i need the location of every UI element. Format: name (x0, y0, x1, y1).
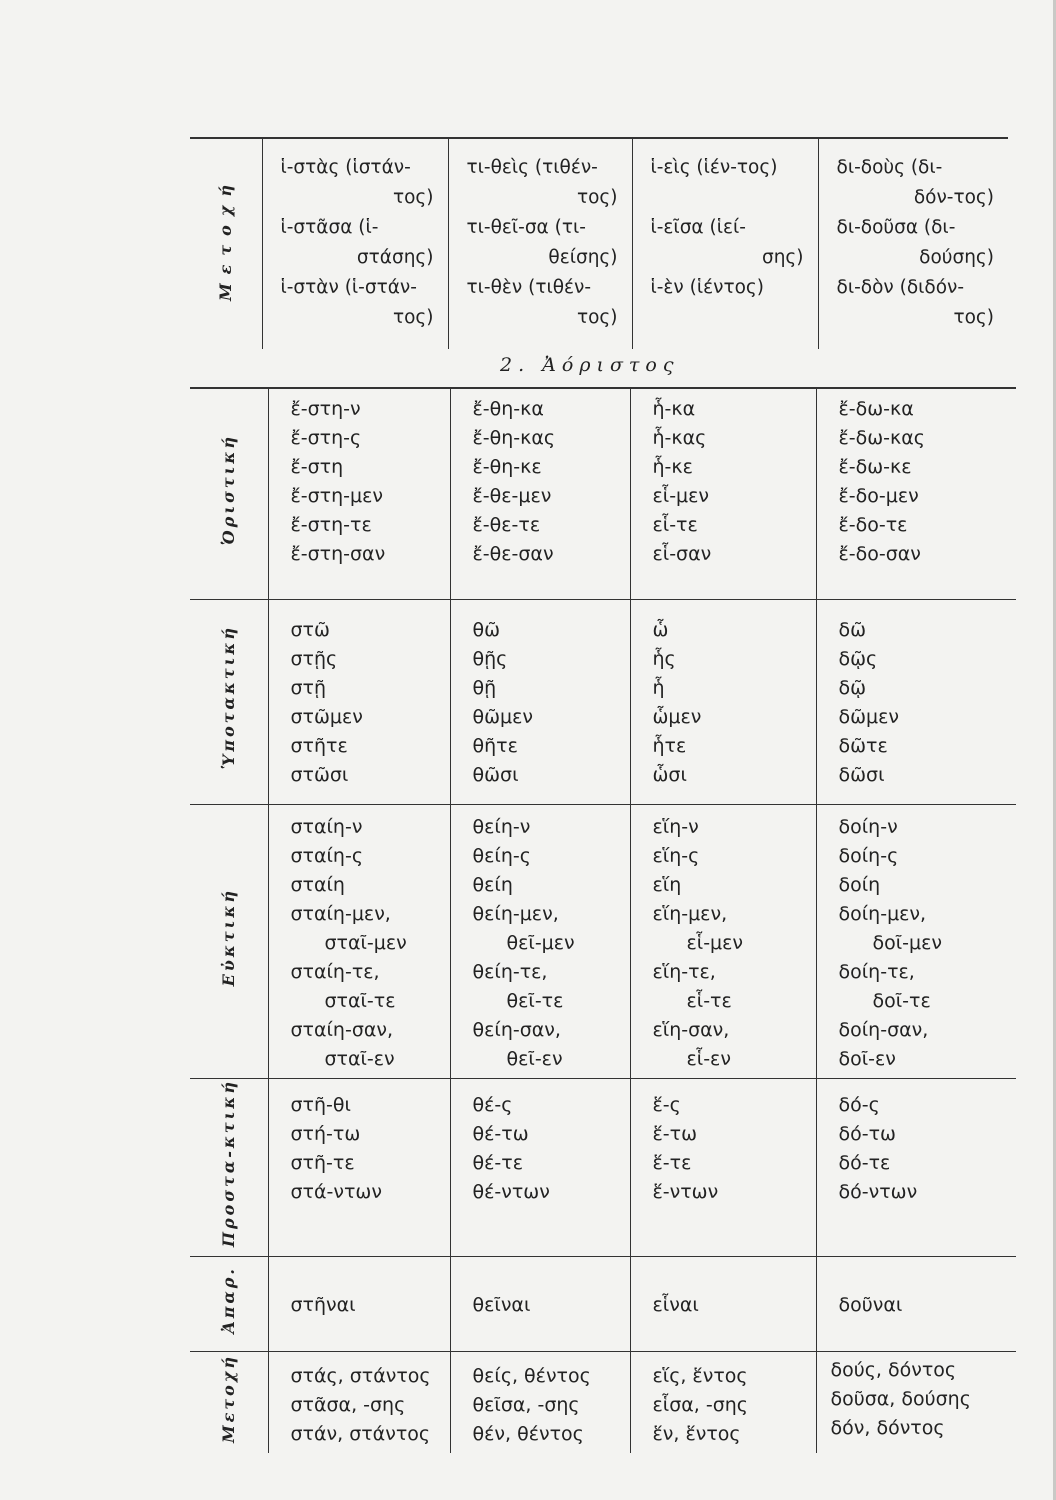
form-line: εἷ-μεν (652, 485, 710, 507)
aorist-participle-cell-didomi (816, 1352, 1016, 1454)
form-line: τος) (576, 187, 618, 208)
subjunctive-cell-didomi (816, 600, 1016, 805)
imperative-cell-didomi (816, 1079, 1016, 1257)
row-label-cell (190, 805, 268, 1079)
form-line: στῆ-θι (290, 1094, 351, 1116)
participle-label: Μετοχή (215, 176, 235, 302)
form-line: θεῖ-τε (506, 990, 564, 1012)
form-line: δοῦσα, δούσης (830, 1388, 971, 1411)
form-line: ὧ (652, 619, 669, 641)
indicative-label: Ὁριστική (219, 433, 239, 546)
form-line: σταίη-τε, (290, 961, 380, 983)
form-line: θείσης) (548, 247, 618, 268)
form-line: εἵη-μεν, (652, 903, 728, 925)
row-label-cell (190, 388, 268, 600)
form-line: δούσης) (919, 247, 994, 268)
form-line: σης) (761, 247, 804, 268)
form-line: δοίη-μεν, (838, 903, 927, 925)
form-line: σταῖ-μεν (324, 932, 407, 954)
subjunctive-cell-hiemi (630, 600, 816, 805)
form-line: ἔ-στη-ν (290, 398, 361, 420)
form-line: θεῖσα, -σης (472, 1394, 580, 1417)
form-line: ἔ-στη-τε (290, 514, 372, 536)
form-line: στῆναι (290, 1293, 356, 1316)
form-line: θῇ (472, 677, 497, 699)
form-line: εἵη-τε, (652, 961, 716, 983)
form-line: εἵη (652, 874, 682, 896)
form-line: σταῖ-εν (324, 1048, 395, 1070)
form-line: ἧς (652, 648, 676, 670)
form-line: δό-ς (838, 1094, 880, 1116)
form-line: εἷσα, -σης (652, 1394, 748, 1417)
form-line: σταίη-ν (290, 816, 363, 838)
row-label-cell (190, 1352, 268, 1454)
form-line: ἔ-θε-τε (472, 514, 541, 536)
aorist-participle-label: Μετοχή (219, 1353, 239, 1443)
optative-cell-hiemi (630, 805, 816, 1079)
aorist-participle-cell-tithemi (450, 1352, 630, 1454)
form-line: ἕ-τω (652, 1123, 697, 1145)
aorist-participle-cell-hiemi (630, 1352, 816, 1454)
row-label-cell (190, 1257, 268, 1352)
form-line: ἔ-στη-μεν (290, 485, 383, 507)
imperative-cell-tithemi (450, 1079, 630, 1257)
form-line: στῶ (290, 619, 330, 641)
form-line: ἔ-δο-σαν (838, 543, 921, 565)
form-line: θείη (472, 874, 513, 896)
imperative-cell-histemi (268, 1079, 450, 1257)
infinitive-cell-histemi (268, 1257, 450, 1352)
form-line: θεῖ-μεν (506, 932, 575, 954)
form-line: ἧτε (652, 735, 687, 757)
infinitive-cell-hiemi (630, 1257, 816, 1352)
form-line: δοῖ-τε (872, 990, 931, 1012)
form-line: σταῖ-τε (324, 990, 396, 1012)
form-line: ἔ-στη-ς (290, 427, 362, 449)
form-line: ἔ-θε-μεν (472, 485, 552, 507)
form-line: ἱ-στὰν (ἱ-στάν- (280, 277, 417, 298)
form-line: θέ-ς (472, 1094, 513, 1116)
form-line: ἕ-ντων (652, 1181, 719, 1203)
form-line: θῆτε (472, 735, 518, 757)
form-line: τος) (576, 307, 618, 328)
form-line: ἧ (652, 677, 665, 699)
form-line: ἔ-στη (290, 456, 344, 478)
optative-cell-histemi (268, 805, 450, 1079)
indicative-cell-hiemi (630, 388, 816, 600)
form-line: ἔ-δο-μεν (838, 485, 919, 507)
form-line: δοίη-τε, (838, 961, 915, 983)
participle-table (190, 137, 1008, 349)
form-line: θείη-σαν, (472, 1019, 561, 1041)
form-line: εἷ-τε (652, 514, 698, 536)
form-line: δό-τω (838, 1123, 896, 1145)
form-line: σταίη-μεν, (290, 903, 391, 925)
form-line: ἔ-δω-κε (838, 456, 912, 478)
form-line: στῶσι (290, 764, 349, 786)
indicative-row (190, 388, 1016, 600)
form-line: ὧσι (652, 764, 687, 786)
optative-row (190, 805, 1016, 1079)
form-line: τος) (392, 307, 434, 328)
form-line: ἕ-τε (652, 1152, 692, 1174)
form-line: θείη-ν (472, 816, 531, 838)
form-line: δοῖ-μεν (872, 932, 943, 954)
form-line: τος) (392, 187, 434, 208)
form-line: ἔ-θη-κε (472, 456, 542, 478)
form-line: στῆτε (290, 735, 348, 757)
form-line: θῇς (472, 648, 508, 670)
infinitive-label: Ἀπαρ. (219, 1265, 239, 1334)
form-line: ἔ-δω-κας (838, 427, 925, 449)
form-line: θείη-ς (472, 845, 531, 867)
optative-label: Εὐκτική (219, 887, 239, 987)
aorist-table (190, 387, 1016, 1453)
imperative-row (190, 1079, 1016, 1257)
form-line: θέ-τω (472, 1123, 529, 1145)
form-line: ἱ-ὲν (ἱέντος) (650, 277, 764, 298)
form-line: δό-τε (838, 1152, 891, 1174)
form-line: τι-θὲν (τιθέν- (466, 277, 592, 298)
form-line: δῶσι (838, 764, 885, 786)
infinitive-cell-didomi (816, 1257, 1016, 1352)
form-line: εἵη-σαν, (652, 1019, 730, 1041)
form-line: θῶσι (472, 764, 519, 786)
form-line: θέ-ντων (472, 1181, 550, 1203)
form-line: δῶτε (838, 735, 888, 757)
form-line: εἷναι (652, 1293, 699, 1316)
form-line: στᾶσα, -σης (290, 1394, 406, 1417)
form-line: θεῖ-εν (506, 1048, 563, 1070)
participle-cell-tithemi (448, 138, 632, 349)
form-line: θεῖναι (472, 1293, 531, 1316)
form-line: δῷς (838, 648, 878, 670)
participle-row (190, 138, 1008, 349)
form-line (651, 183, 814, 213)
form-line: δοίη-ς (838, 845, 899, 867)
imperative-label: Προστα-κτική (219, 1079, 239, 1248)
participle-cell-didomi (818, 138, 1008, 349)
form-line: θείη-μεν, (472, 903, 559, 925)
form-line: δόν-τος) (913, 187, 994, 208)
form-line: δό-ντων (838, 1181, 918, 1203)
form-line: δῶμεν (838, 706, 900, 728)
form-line: ἧ-κε (652, 456, 693, 478)
form-line: θῶ (472, 619, 501, 641)
form-line: θείς, θέντος (472, 1365, 591, 1388)
indicative-cell-histemi (268, 388, 450, 600)
form-line: εἵη-ν (652, 816, 699, 838)
form-line: ὧμεν (652, 706, 702, 728)
form-line: ἱ-εῖσα (ἱεί- (650, 217, 746, 238)
imperative-cell-hiemi (630, 1079, 816, 1257)
form-line: δόν, δόντος (830, 1417, 945, 1440)
indicative-cell-didomi (816, 388, 1016, 600)
form-line: τι-θεὶς (τιθέν- (466, 157, 598, 178)
section-heading: 2. Ἀόριστος (500, 354, 680, 376)
form-line: ἔ-δω-κα (838, 398, 914, 420)
form-line: ἱ-εὶς (ἱέν-τος) (650, 157, 778, 178)
form-line: δοίη-ν (838, 816, 898, 838)
form-line: σταίη (290, 874, 345, 896)
form-line: εἷ-εν (686, 1048, 731, 1070)
form-line: δοῦναι (838, 1293, 903, 1316)
form-line: στῶμεν (290, 706, 363, 728)
form-line: ἧ-κα (652, 398, 696, 420)
form-line: εἷ-τε (686, 990, 732, 1012)
form-line: δοῖ-εν (838, 1048, 896, 1070)
form-line: ἱ-στὰς (ἱστάν- (280, 157, 411, 178)
form-line: θῶμεν (472, 706, 534, 728)
indicative-cell-tithemi (450, 388, 630, 600)
form-line: δῶ (838, 619, 867, 641)
form-line: δούς, δόντος (830, 1359, 957, 1382)
form-line: ἧ-κας (652, 427, 707, 449)
optative-cell-didomi (816, 805, 1016, 1079)
form-line: σταίη-σαν, (290, 1019, 394, 1041)
form-line: στάσης) (356, 247, 434, 268)
subjunctive-label: Ὑποτακτική (219, 625, 239, 770)
form-line: στάν, στάντος (290, 1423, 431, 1446)
form-line: στή-τω (290, 1123, 361, 1145)
form-line: εἵς, ἕντος (652, 1365, 748, 1388)
form-line: εἵη-ς (652, 845, 700, 867)
row-label-cell (190, 600, 268, 805)
form-line: ἔ-στη-σαν (290, 543, 386, 565)
participle-cell-hiemi (632, 138, 818, 349)
subjunctive-cell-tithemi (450, 600, 630, 805)
form-line: ἱ-στᾶσα (ἱ- (280, 217, 379, 238)
form-line: δοίη (838, 874, 881, 896)
form-line: δοίη-σαν, (838, 1019, 929, 1041)
optative-cell-tithemi (450, 805, 630, 1079)
form-line: στάς, στάντος (290, 1365, 431, 1388)
row-label-cell (190, 138, 262, 349)
form-line: ἕ-ς (652, 1094, 681, 1116)
form-line: στῆ-τε (290, 1152, 355, 1174)
subjunctive-cell-histemi (268, 600, 450, 805)
form-line: στά-ντων (290, 1181, 382, 1203)
infinitive-cell-tithemi (450, 1257, 630, 1352)
form-line: τι-θεῖ-σα (τι- (466, 217, 586, 238)
form-line: ἕν, ἕντος (652, 1423, 741, 1446)
form-line: εἷ-σαν (652, 543, 712, 565)
form-line: ἔ-θε-σαν (472, 543, 554, 565)
infinitive-row (190, 1257, 1016, 1352)
form-line: στῇ (290, 677, 327, 699)
participle-cell-histemi (262, 138, 448, 349)
form-line: εἷ-μεν (686, 932, 744, 954)
row-label-cell (190, 1079, 268, 1257)
subjunctive-row (190, 600, 1016, 805)
form-line: δι-δὸν (διδόν- (836, 277, 965, 298)
form-line: θείη-τε, (472, 961, 548, 983)
form-line: θέν, θέντος (472, 1423, 584, 1446)
form-line: στῇς (290, 648, 338, 670)
aorist-participle-row (190, 1352, 1016, 1454)
form-line: ἔ-δο-τε (838, 514, 908, 536)
form-line: τος) (953, 307, 994, 328)
form-line: δῷ (838, 677, 867, 699)
form-line: δι-δοὺς (δι- (836, 157, 943, 178)
form-line: σταίη-ς (290, 845, 363, 867)
form-line: ἔ-θη-κας (472, 427, 556, 449)
form-line: θέ-τε (472, 1152, 523, 1174)
form-line: δι-δοῦσα (δι- (836, 217, 956, 238)
aorist-participle-cell-histemi (268, 1352, 450, 1454)
form-line: ἔ-θη-κα (472, 398, 544, 420)
